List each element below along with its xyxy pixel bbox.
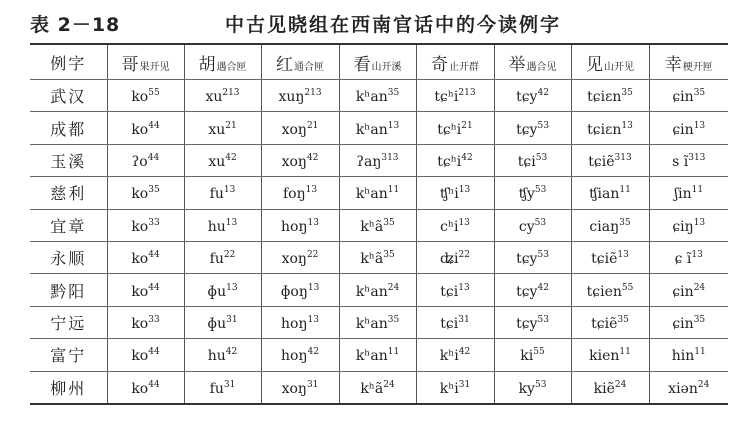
reading-cell: $hu^{13}$ bbox=[184, 209, 261, 241]
reading-cell: xuŋ$^{213}$ bbox=[261, 80, 339, 112]
reading-cell: kʰan$^{13}$ bbox=[339, 112, 416, 144]
reading-cell: $ko^{44}$ bbox=[107, 112, 184, 144]
reading-cell: kʰan$^{35}$ bbox=[339, 80, 416, 112]
reading-cell: tɕy$^{42}$ bbox=[494, 274, 571, 306]
reading-cell: $fu^{13}$ bbox=[184, 177, 261, 209]
table-number: 表 2－18 bbox=[30, 14, 121, 36]
table-row bbox=[30, 306, 728, 338]
reading-cell: ʃin$^{11}$ bbox=[649, 177, 728, 209]
reading-cell: $xu^{213}$ bbox=[184, 80, 261, 112]
reading-cell: tɕien$^{55}$ bbox=[571, 274, 649, 306]
reading-cell: tɕʰi$^{213}$ bbox=[416, 80, 494, 112]
table-row bbox=[30, 274, 728, 306]
reading-cell: ɕin$^{35}$ bbox=[649, 80, 728, 112]
reading-cell: hoŋ$^{42}$ bbox=[261, 339, 339, 371]
reading-cell: tɕiẽ$^{35}$ bbox=[571, 306, 649, 338]
reading-cell: ʔo$^{44}$ bbox=[107, 144, 184, 176]
col-header: 看山开溪 bbox=[339, 44, 416, 80]
reading-cell: tɕiẽ$^{13}$ bbox=[571, 241, 649, 273]
table-row bbox=[30, 80, 728, 112]
table-body bbox=[30, 80, 728, 404]
row-header-place: 成都 bbox=[30, 112, 107, 144]
reading-cell: ciaŋ$^{35}$ bbox=[571, 209, 649, 241]
reading-cell: xoŋ$^{42}$ bbox=[261, 144, 339, 176]
reading-cell: xiən$^{24}$ bbox=[668, 379, 710, 397]
col-header: 奇止开群 bbox=[416, 44, 494, 80]
reading-cell: kʰan$^{24}$ bbox=[339, 274, 416, 306]
table-row bbox=[30, 339, 728, 371]
reading-cell: hoŋ$^{13}$ bbox=[261, 209, 339, 241]
reading-cell: kʰan$^{35}$ bbox=[339, 306, 416, 338]
reading-cell: xoŋ$^{21}$ bbox=[261, 112, 339, 144]
row-header-place: 玉溪 bbox=[30, 144, 107, 176]
reading-cell: $xu^{21}$ bbox=[184, 112, 261, 144]
header-row bbox=[30, 44, 728, 80]
reading-cell: ɸu$^{31}$ bbox=[184, 306, 261, 338]
reading-cell: ɕin$^{24}$ bbox=[649, 274, 728, 306]
reading-cell: ʧy$^{53}$ bbox=[494, 177, 571, 209]
corner-header: 例字 bbox=[30, 44, 107, 80]
reading-cell: $ko^{44}$ bbox=[107, 371, 184, 404]
table-row bbox=[30, 371, 728, 404]
reading-cell: foŋ$^{13}$ bbox=[261, 177, 339, 209]
reading-cell: ɕiŋ$^{13}$ bbox=[649, 209, 728, 241]
reading-cell: tɕiɛn$^{13}$ bbox=[571, 112, 649, 144]
reading-cell: $xu^{42}$ bbox=[184, 144, 261, 176]
reading-cell: tɕy$^{53}$ bbox=[494, 306, 571, 338]
table-row bbox=[30, 241, 728, 273]
col-header: 胡遇合匣 bbox=[184, 44, 261, 80]
reading-cell: tɕʰi$^{21}$ bbox=[416, 112, 494, 144]
reading-cell: $ko^{33}$ bbox=[107, 306, 184, 338]
reading-cell: tɕy$^{53}$ bbox=[494, 241, 571, 273]
reading-cell: $ki^{55}$ bbox=[494, 339, 571, 371]
reading-cell: tɕi$^{31}$ bbox=[416, 306, 494, 338]
reading-cell: kʰan$^{11}$ bbox=[339, 339, 416, 371]
row-header-place: 富宁 bbox=[30, 339, 107, 371]
col-header: 见山开见 bbox=[571, 44, 649, 80]
reading-cell: $ko^{35}$ bbox=[107, 177, 184, 209]
table-row bbox=[30, 209, 728, 241]
reading-cell: $ko^{44}$ bbox=[107, 339, 184, 371]
reading-cell: xoŋ$^{22}$ bbox=[261, 241, 339, 273]
reading-cell: ʥi$^{22}$ bbox=[416, 241, 494, 273]
reading-cell: tɕi$^{13}$ bbox=[416, 274, 494, 306]
reading-cell: ʔaŋ$^{313}$ bbox=[339, 144, 416, 176]
reading-table bbox=[30, 43, 728, 405]
reading-cell: kʰan$^{11}$ bbox=[339, 177, 416, 209]
reading-cell: tɕy$^{42}$ bbox=[494, 80, 571, 112]
reading-cell: $hu^{42}$ bbox=[184, 339, 261, 371]
reading-cell: $ko^{33}$ bbox=[107, 209, 184, 241]
table-row bbox=[30, 112, 728, 144]
table-row bbox=[30, 177, 728, 209]
row-header-place: 柳州 bbox=[30, 371, 107, 404]
row-header-place: 永顺 bbox=[30, 241, 107, 273]
reading-cell: $cy^{53}$ bbox=[494, 209, 571, 241]
reading-cell: hoŋ$^{13}$ bbox=[261, 306, 339, 338]
reading-cell: hin$^{11}$ bbox=[649, 339, 728, 371]
reading-cell: ʧian$^{11}$ bbox=[571, 177, 649, 209]
reading-cell: ɕ $ĩ^{13}$ bbox=[649, 241, 728, 273]
reading-cell: cʰi$^{13}$ bbox=[416, 209, 494, 241]
col-header: 幸梗开匣 bbox=[649, 44, 728, 80]
row-header-place: 武汉 bbox=[30, 80, 107, 112]
reading-cell: kʰã$^{24}$ bbox=[339, 371, 416, 404]
reading-cell: $ky^{53}$ bbox=[494, 371, 571, 404]
reading-cell: kʰi$^{42}$ bbox=[416, 339, 494, 371]
table-caption bbox=[0, 8, 750, 38]
reading-cell: tɕy$^{53}$ bbox=[494, 112, 571, 144]
reading-cell: kʰã$^{35}$ bbox=[339, 209, 416, 241]
reading-cell: ʧʰi$^{13}$ bbox=[416, 177, 494, 209]
col-header: 哥果开见 bbox=[107, 44, 184, 80]
reading-cell: $fu^{31}$ bbox=[184, 371, 261, 404]
row-header-place: 黔阳 bbox=[30, 274, 107, 306]
reading-cell: ɕin$^{35}$ bbox=[649, 306, 728, 338]
table-row bbox=[30, 144, 728, 176]
reading-cell: ɸoŋ$^{13}$ bbox=[261, 274, 339, 306]
reading-cell: kʰi$^{31}$ bbox=[416, 371, 494, 404]
reading-cell: kiẽ$^{24}$ bbox=[571, 371, 649, 404]
reading-cell: $fu^{22}$ bbox=[184, 241, 261, 273]
reading-cell: kʰã$^{35}$ bbox=[339, 241, 416, 273]
reading-cell: $ko^{44}$ bbox=[107, 274, 184, 306]
reading-cell: tɕʰi$^{42}$ bbox=[416, 144, 494, 176]
col-header: 红通合匣 bbox=[261, 44, 339, 80]
reading-cell: xoŋ$^{31}$ bbox=[261, 371, 339, 404]
col-header: 举遇合见 bbox=[494, 44, 571, 80]
reading-cell: ɸu$^{13}$ bbox=[184, 274, 261, 306]
row-header-place: 慈利 bbox=[30, 177, 107, 209]
row-header-place: 宜章 bbox=[30, 209, 107, 241]
row-header-place: 宁远 bbox=[30, 306, 107, 338]
reading-cell: tɕi$^{53}$ bbox=[494, 144, 571, 176]
reading-cell: kien$^{11}$ bbox=[571, 339, 649, 371]
table-title: 中古见晓组在西南官话中的今读例字 bbox=[225, 14, 562, 36]
reading-cell: $ko^{55}$ bbox=[107, 80, 184, 112]
reading-cell: tɕiɛn$^{35}$ bbox=[571, 80, 649, 112]
reading-cell: tɕiẽ$^{313}$ bbox=[571, 144, 649, 176]
reading-cell: s $ĩ^{313}$ bbox=[649, 144, 728, 176]
reading-cell: $ko^{44}$ bbox=[107, 241, 184, 273]
reading-cell: ɕin$^{13}$ bbox=[649, 112, 728, 144]
